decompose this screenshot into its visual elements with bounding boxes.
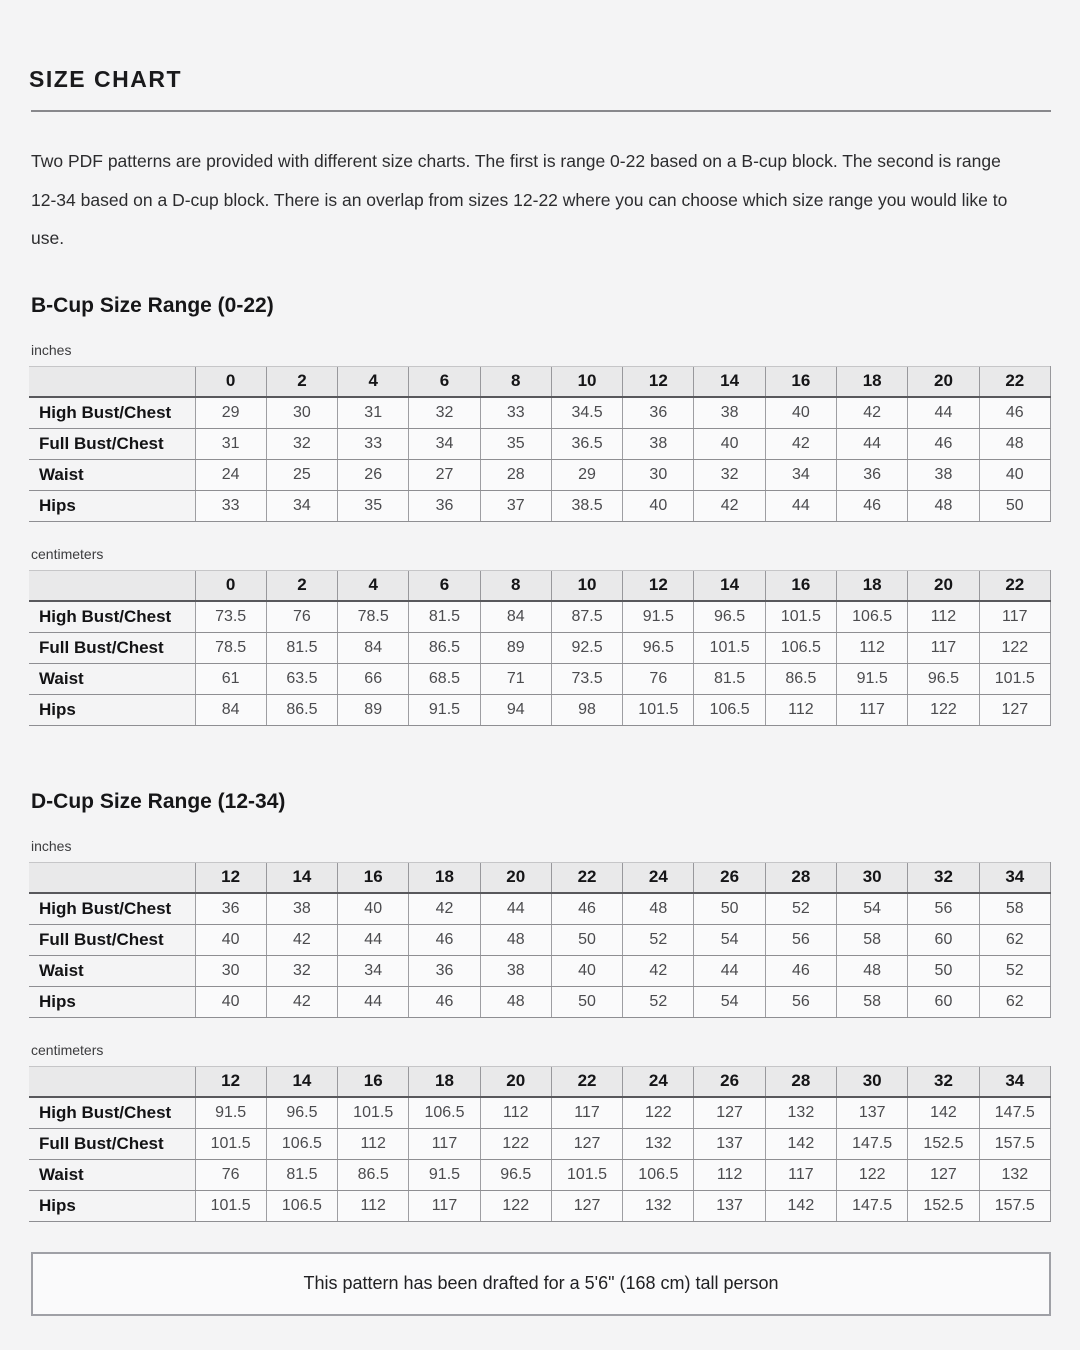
measurement-value-cell: 147.5 xyxy=(837,1128,908,1159)
measurement-value-cell: 29 xyxy=(195,397,266,429)
measurement-value-cell: 157.5 xyxy=(979,1190,1050,1221)
measurement-row-label: Hips xyxy=(29,694,195,725)
measurement-value-cell: 91.5 xyxy=(837,663,908,694)
measurement-value-cell: 62 xyxy=(979,924,1050,955)
measurement-value-cell: 106.5 xyxy=(266,1190,337,1221)
measurement-value-cell: 106.5 xyxy=(765,632,836,663)
measurement-value-cell: 50 xyxy=(551,924,622,955)
measurement-value-cell: 33 xyxy=(338,428,409,459)
size-column-header: 32 xyxy=(908,862,979,893)
measurement-value-cell: 91.5 xyxy=(409,1159,480,1190)
measurement-value-cell: 40 xyxy=(623,490,694,521)
measurement-value-cell: 101.5 xyxy=(694,632,765,663)
measurement-value-cell: 132 xyxy=(623,1190,694,1221)
measurement-value-cell: 34 xyxy=(266,490,337,521)
measurement-value-cell: 58 xyxy=(837,924,908,955)
measurement-value-cell: 38 xyxy=(623,428,694,459)
size-header-row xyxy=(29,862,1051,893)
measurement-value-cell: 147.5 xyxy=(979,1097,1050,1129)
measurement-row xyxy=(29,986,1051,1017)
size-column-header: 24 xyxy=(623,862,694,893)
measurement-value-cell: 117 xyxy=(409,1128,480,1159)
measurement-value-cell: 142 xyxy=(765,1190,836,1221)
measurement-value-cell: 60 xyxy=(908,924,979,955)
measurement-row xyxy=(29,428,1051,459)
measurement-value-cell: 42 xyxy=(409,893,480,925)
measurement-value-cell: 38 xyxy=(908,459,979,490)
measurement-value-cell: 42 xyxy=(837,397,908,429)
measurement-value-cell: 106.5 xyxy=(266,1128,337,1159)
measurement-value-cell: 40 xyxy=(195,986,266,1017)
measurement-row-label: Full Bust/Chest xyxy=(29,1128,195,1159)
size-column-header: 20 xyxy=(480,1066,551,1097)
measurement-value-cell: 56 xyxy=(908,893,979,925)
size-column-header: 6 xyxy=(409,570,480,601)
measurement-value-cell: 89 xyxy=(338,694,409,725)
measurement-value-cell: 122 xyxy=(837,1159,908,1190)
measurement-value-cell: 91.5 xyxy=(623,601,694,633)
measurement-value-cell: 68.5 xyxy=(409,663,480,694)
size-column-header: 22 xyxy=(551,862,622,893)
measurement-value-cell: 46 xyxy=(979,397,1050,429)
size-column-header: 18 xyxy=(837,366,908,397)
measurement-value-cell: 42 xyxy=(694,490,765,521)
measurement-value-cell: 60 xyxy=(908,986,979,1017)
measurement-value-cell: 101.5 xyxy=(195,1190,266,1221)
size-column-header: 18 xyxy=(409,862,480,893)
measurement-value-cell: 44 xyxy=(480,893,551,925)
measurement-value-cell: 52 xyxy=(623,924,694,955)
measurement-value-cell: 44 xyxy=(694,955,765,986)
measurement-value-cell: 56 xyxy=(765,986,836,1017)
measurement-value-cell: 24 xyxy=(195,459,266,490)
measurement-value-cell: 46 xyxy=(765,955,836,986)
size-column-header: 8 xyxy=(480,366,551,397)
measurement-value-cell: 84 xyxy=(480,601,551,633)
measurement-value-cell: 38 xyxy=(480,955,551,986)
measurement-value-cell: 61 xyxy=(195,663,266,694)
measurement-value-cell: 137 xyxy=(694,1190,765,1221)
measurement-row xyxy=(29,1190,1051,1221)
size-column-header: 14 xyxy=(266,862,337,893)
measurement-value-cell: 117 xyxy=(979,601,1050,633)
size-column-header: 34 xyxy=(979,862,1050,893)
measurement-row xyxy=(29,1159,1051,1190)
measurement-row xyxy=(29,490,1051,521)
measurement-row xyxy=(29,924,1051,955)
unit-label: inches xyxy=(31,341,72,358)
size-column-header: 0 xyxy=(195,366,266,397)
size-column-header: 18 xyxy=(409,1066,480,1097)
measurement-value-cell: 33 xyxy=(195,490,266,521)
measurement-value-cell: 31 xyxy=(195,428,266,459)
size-column-header: 6 xyxy=(409,366,480,397)
measurement-row-label: Waist xyxy=(29,663,195,694)
measurement-value-cell: 122 xyxy=(979,632,1050,663)
measurement-row-label: Hips xyxy=(29,490,195,521)
measurement-value-cell: 46 xyxy=(908,428,979,459)
measurement-row-label: Full Bust/Chest xyxy=(29,924,195,955)
measurement-value-cell: 152.5 xyxy=(908,1128,979,1159)
measurement-value-cell: 81.5 xyxy=(409,601,480,633)
measurement-value-cell: 44 xyxy=(908,397,979,429)
measurement-value-cell: 137 xyxy=(837,1097,908,1129)
measurement-row xyxy=(29,1128,1051,1159)
size-column-header: 10 xyxy=(551,366,622,397)
table-corner-cell xyxy=(29,1066,195,1097)
measurement-value-cell: 132 xyxy=(765,1097,836,1129)
measurement-value-cell: 36.5 xyxy=(551,428,622,459)
size-column-header: 20 xyxy=(908,570,979,601)
measurement-value-cell: 30 xyxy=(195,955,266,986)
measurement-value-cell: 46 xyxy=(409,924,480,955)
measurement-value-cell: 142 xyxy=(765,1128,836,1159)
measurement-value-cell: 112 xyxy=(837,632,908,663)
measurement-value-cell: 50 xyxy=(694,893,765,925)
measurement-value-cell: 86.5 xyxy=(409,632,480,663)
size-header-row xyxy=(29,570,1051,601)
measurement-value-cell: 44 xyxy=(338,986,409,1017)
measurement-value-cell: 52 xyxy=(765,893,836,925)
measurement-value-cell: 147.5 xyxy=(837,1190,908,1221)
size-column-header: 16 xyxy=(765,366,836,397)
measurement-value-cell: 142 xyxy=(908,1097,979,1129)
measurement-value-cell: 42 xyxy=(266,986,337,1017)
measurement-value-cell: 76 xyxy=(266,601,337,633)
measurement-row xyxy=(29,1097,1051,1129)
measurement-value-cell: 40 xyxy=(338,893,409,925)
size-column-header: 26 xyxy=(694,862,765,893)
size-column-header: 12 xyxy=(623,366,694,397)
measurement-value-cell: 86.5 xyxy=(266,694,337,725)
measurement-value-cell: 112 xyxy=(338,1190,409,1221)
measurement-value-cell: 30 xyxy=(266,397,337,429)
measurement-row-label: Full Bust/Chest xyxy=(29,428,195,459)
measurement-value-cell: 106.5 xyxy=(694,694,765,725)
measurement-value-cell: 89 xyxy=(480,632,551,663)
size-column-header: 2 xyxy=(266,366,337,397)
size-column-header: 8 xyxy=(480,570,551,601)
measurement-value-cell: 117 xyxy=(837,694,908,725)
measurement-row-label: High Bust/Chest xyxy=(29,893,195,925)
measurement-value-cell: 91.5 xyxy=(409,694,480,725)
size-table xyxy=(29,366,1051,522)
measurement-value-cell: 48 xyxy=(837,955,908,986)
measurement-value-cell: 44 xyxy=(837,428,908,459)
measurement-value-cell: 34 xyxy=(409,428,480,459)
measurement-value-cell: 78.5 xyxy=(195,632,266,663)
measurement-value-cell: 112 xyxy=(765,694,836,725)
measurement-value-cell: 66 xyxy=(338,663,409,694)
measurement-value-cell: 35 xyxy=(480,428,551,459)
measurement-value-cell: 63.5 xyxy=(266,663,337,694)
measurement-value-cell: 96.5 xyxy=(623,632,694,663)
measurement-value-cell: 42 xyxy=(765,428,836,459)
measurement-value-cell: 36 xyxy=(195,893,266,925)
measurement-row-label: Waist xyxy=(29,1159,195,1190)
measurement-value-cell: 96.5 xyxy=(908,663,979,694)
size-column-header: 2 xyxy=(266,570,337,601)
measurement-value-cell: 117 xyxy=(765,1159,836,1190)
size-table xyxy=(29,570,1051,726)
measurement-value-cell: 81.5 xyxy=(266,632,337,663)
measurement-value-cell: 127 xyxy=(694,1097,765,1129)
size-column-header: 26 xyxy=(694,1066,765,1097)
size-column-header: 14 xyxy=(266,1066,337,1097)
measurement-value-cell: 122 xyxy=(480,1190,551,1221)
measurement-row-label: High Bust/Chest xyxy=(29,397,195,429)
size-header-row xyxy=(29,366,1051,397)
measurement-value-cell: 101.5 xyxy=(338,1097,409,1129)
measurement-row-label: Hips xyxy=(29,1190,195,1221)
measurement-row-label: Waist xyxy=(29,459,195,490)
measurement-value-cell: 81.5 xyxy=(694,663,765,694)
measurement-value-cell: 54 xyxy=(694,986,765,1017)
size-column-header: 34 xyxy=(979,1066,1050,1097)
measurement-value-cell: 81.5 xyxy=(266,1159,337,1190)
measurement-row-label: High Bust/Chest xyxy=(29,601,195,633)
measurement-value-cell: 29 xyxy=(551,459,622,490)
size-column-header: 12 xyxy=(195,1066,266,1097)
size-column-header: 32 xyxy=(908,1066,979,1097)
measurement-value-cell: 127 xyxy=(979,694,1050,725)
measurement-value-cell: 92.5 xyxy=(551,632,622,663)
size-header-row xyxy=(29,1066,1051,1097)
measurement-value-cell: 86.5 xyxy=(338,1159,409,1190)
measurement-value-cell: 25 xyxy=(266,459,337,490)
unit-label: centimeters xyxy=(31,1041,104,1058)
measurement-row-label: High Bust/Chest xyxy=(29,1097,195,1129)
measurement-row xyxy=(29,601,1051,633)
measurement-value-cell: 98 xyxy=(551,694,622,725)
measurement-value-cell: 28 xyxy=(480,459,551,490)
measurement-value-cell: 42 xyxy=(623,955,694,986)
measurement-value-cell: 132 xyxy=(623,1128,694,1159)
measurement-value-cell: 33 xyxy=(480,397,551,429)
measurement-row xyxy=(29,893,1051,925)
measurement-value-cell: 42 xyxy=(266,924,337,955)
measurement-value-cell: 127 xyxy=(551,1190,622,1221)
measurement-value-cell: 117 xyxy=(551,1097,622,1129)
measurement-value-cell: 117 xyxy=(409,1190,480,1221)
measurement-value-cell: 58 xyxy=(837,986,908,1017)
measurement-row xyxy=(29,694,1051,725)
measurement-value-cell: 38 xyxy=(266,893,337,925)
measurement-value-cell: 30 xyxy=(623,459,694,490)
unit-label: centimeters xyxy=(31,545,104,562)
size-table xyxy=(29,1066,1051,1222)
measurement-value-cell: 71 xyxy=(480,663,551,694)
measurement-row-label: Waist xyxy=(29,955,195,986)
measurement-value-cell: 46 xyxy=(837,490,908,521)
measurement-value-cell: 48 xyxy=(908,490,979,521)
measurement-row xyxy=(29,632,1051,663)
measurement-value-cell: 32 xyxy=(694,459,765,490)
measurement-value-cell: 152.5 xyxy=(908,1190,979,1221)
size-column-header: 28 xyxy=(765,1066,836,1097)
measurement-value-cell: 54 xyxy=(837,893,908,925)
table-corner-cell xyxy=(29,862,195,893)
measurement-value-cell: 52 xyxy=(979,955,1050,986)
size-column-header: 30 xyxy=(837,862,908,893)
measurement-row-label: Full Bust/Chest xyxy=(29,632,195,663)
measurement-row xyxy=(29,663,1051,694)
measurement-value-cell: 44 xyxy=(765,490,836,521)
measurement-value-cell: 36 xyxy=(409,490,480,521)
measurement-value-cell: 40 xyxy=(694,428,765,459)
size-column-header: 20 xyxy=(908,366,979,397)
measurement-value-cell: 96.5 xyxy=(266,1097,337,1129)
size-column-header: 16 xyxy=(765,570,836,601)
table-corner-cell xyxy=(29,570,195,601)
measurement-value-cell: 101.5 xyxy=(623,694,694,725)
section-heading: D-Cup Size Range (12-34) xyxy=(31,789,286,813)
measurement-value-cell: 127 xyxy=(908,1159,979,1190)
measurement-row-label: Hips xyxy=(29,986,195,1017)
measurement-value-cell: 40 xyxy=(979,459,1050,490)
table-corner-cell xyxy=(29,366,195,397)
measurement-value-cell: 34.5 xyxy=(551,397,622,429)
measurement-value-cell: 122 xyxy=(480,1128,551,1159)
measurement-value-cell: 48 xyxy=(480,986,551,1017)
pattern-height-note-box xyxy=(31,1252,1051,1316)
size-chart-sections xyxy=(29,294,1051,1222)
measurement-row xyxy=(29,397,1051,429)
measurement-value-cell: 46 xyxy=(551,893,622,925)
measurement-value-cell: 84 xyxy=(195,694,266,725)
measurement-value-cell: 36 xyxy=(409,955,480,986)
measurement-value-cell: 32 xyxy=(266,428,337,459)
measurement-value-cell: 137 xyxy=(694,1128,765,1159)
size-column-header: 22 xyxy=(979,570,1050,601)
measurement-value-cell: 101.5 xyxy=(551,1159,622,1190)
measurement-value-cell: 34 xyxy=(765,459,836,490)
section-heading: B-Cup Size Range (0-22) xyxy=(31,293,274,317)
measurement-value-cell: 27 xyxy=(409,459,480,490)
measurement-value-cell: 76 xyxy=(623,663,694,694)
measurement-value-cell: 38 xyxy=(694,397,765,429)
measurement-value-cell: 44 xyxy=(338,924,409,955)
measurement-value-cell: 34 xyxy=(338,955,409,986)
measurement-value-cell: 48 xyxy=(623,893,694,925)
measurement-value-cell: 48 xyxy=(480,924,551,955)
size-column-header: 0 xyxy=(195,570,266,601)
measurement-value-cell: 91.5 xyxy=(195,1097,266,1129)
measurement-value-cell: 78.5 xyxy=(338,601,409,633)
size-column-header: 14 xyxy=(694,366,765,397)
measurement-value-cell: 56 xyxy=(765,924,836,955)
measurement-value-cell: 96.5 xyxy=(480,1159,551,1190)
size-column-header: 20 xyxy=(480,862,551,893)
measurement-value-cell: 157.5 xyxy=(979,1128,1050,1159)
measurement-value-cell: 32 xyxy=(266,955,337,986)
size-column-header: 18 xyxy=(837,570,908,601)
measurement-value-cell: 50 xyxy=(979,490,1050,521)
measurement-value-cell: 117 xyxy=(908,632,979,663)
measurement-value-cell: 112 xyxy=(480,1097,551,1129)
measurement-value-cell: 86.5 xyxy=(765,663,836,694)
measurement-value-cell: 46 xyxy=(409,986,480,1017)
measurement-value-cell: 112 xyxy=(338,1128,409,1159)
measurement-value-cell: 40 xyxy=(765,397,836,429)
measurement-value-cell: 26 xyxy=(338,459,409,490)
size-column-header: 22 xyxy=(551,1066,622,1097)
measurement-value-cell: 50 xyxy=(551,986,622,1017)
measurement-row xyxy=(29,955,1051,986)
measurement-value-cell: 36 xyxy=(837,459,908,490)
measurement-value-cell: 132 xyxy=(979,1159,1050,1190)
measurement-value-cell: 101.5 xyxy=(979,663,1050,694)
size-column-header: 12 xyxy=(623,570,694,601)
measurement-value-cell: 94 xyxy=(480,694,551,725)
measurement-value-cell: 40 xyxy=(195,924,266,955)
measurement-value-cell: 112 xyxy=(908,601,979,633)
intro-paragraph: Two PDF patterns are provided with different size charts. The first is range 0-22 based on a B-cup block. The second is range 12-34 based on a D-cup block. There is an overlap from sizes 12-22 where you can choose which size range you would like to use. xyxy=(31,151,1008,248)
measurement-value-cell: 50 xyxy=(908,955,979,986)
measurement-value-cell: 48 xyxy=(979,428,1050,459)
measurement-value-cell: 112 xyxy=(694,1159,765,1190)
size-column-header: 30 xyxy=(837,1066,908,1097)
measurement-value-cell: 73.5 xyxy=(195,601,266,633)
size-column-header: 28 xyxy=(765,862,836,893)
title-divider xyxy=(31,110,1051,112)
measurement-value-cell: 40 xyxy=(551,955,622,986)
unit-label: inches xyxy=(31,837,72,854)
measurement-value-cell: 62 xyxy=(979,986,1050,1017)
measurement-value-cell: 106.5 xyxy=(409,1097,480,1129)
measurement-value-cell: 106.5 xyxy=(837,601,908,633)
measurement-value-cell: 96.5 xyxy=(694,601,765,633)
measurement-value-cell: 106.5 xyxy=(623,1159,694,1190)
pattern-height-note-text: This pattern has been drafted for a 5'6" (168 cm) tall person xyxy=(303,1273,779,1293)
measurement-value-cell: 73.5 xyxy=(551,663,622,694)
measurement-value-cell: 32 xyxy=(409,397,480,429)
size-column-header: 16 xyxy=(338,862,409,893)
measurement-value-cell: 35 xyxy=(338,490,409,521)
size-column-header: 14 xyxy=(694,570,765,601)
page-title: SIZE CHART xyxy=(29,66,182,92)
measurement-value-cell: 127 xyxy=(551,1128,622,1159)
measurement-value-cell: 54 xyxy=(694,924,765,955)
size-column-header: 4 xyxy=(338,570,409,601)
size-column-header: 10 xyxy=(551,570,622,601)
measurement-value-cell: 87.5 xyxy=(551,601,622,633)
measurement-value-cell: 122 xyxy=(908,694,979,725)
measurement-value-cell: 101.5 xyxy=(195,1128,266,1159)
measurement-row xyxy=(29,459,1051,490)
size-column-header: 12 xyxy=(195,862,266,893)
measurement-value-cell: 84 xyxy=(338,632,409,663)
size-table xyxy=(29,862,1051,1018)
size-column-header: 22 xyxy=(979,366,1050,397)
measurement-value-cell: 37 xyxy=(480,490,551,521)
measurement-value-cell: 36 xyxy=(623,397,694,429)
size-column-header: 16 xyxy=(338,1066,409,1097)
measurement-value-cell: 101.5 xyxy=(765,601,836,633)
measurement-value-cell: 122 xyxy=(623,1097,694,1129)
size-column-header: 4 xyxy=(338,366,409,397)
measurement-value-cell: 58 xyxy=(979,893,1050,925)
measurement-value-cell: 38.5 xyxy=(551,490,622,521)
size-column-header: 24 xyxy=(623,1066,694,1097)
measurement-value-cell: 31 xyxy=(338,397,409,429)
measurement-value-cell: 76 xyxy=(195,1159,266,1190)
measurement-value-cell: 52 xyxy=(623,986,694,1017)
